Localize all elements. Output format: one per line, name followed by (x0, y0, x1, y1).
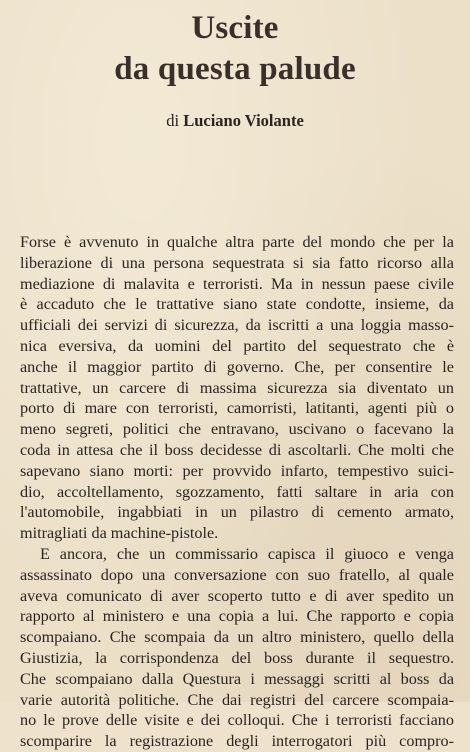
body-line: no le prove delle visite e dei colloqui. Che i terroristi facciano (20, 711, 454, 730)
body-line: scompaiano. Che scompaia da un altro ministero, quello della (20, 628, 454, 647)
body-line: nica eversiva, da uomini del partito del sequestrato che è (20, 336, 454, 355)
body-line: coda in attesa che il boss decidesse di ascoltarli. Che molti che (20, 440, 454, 459)
article-title-line-2: da questa palude (114, 51, 356, 87)
body-line: mitragliati da machine-pistole. (20, 524, 219, 543)
byline-prefix: di (166, 111, 180, 130)
body-line: trattative, un carcere di massima sicurezza sia diventato un (20, 378, 454, 397)
body-line: Che scompaiano dalla Questura i messaggi scritti al boss da (20, 669, 454, 688)
body-line: scomparire la registrazione degli interrogatori più compro- (20, 732, 454, 751)
body-line: aveva comunicato di aver scoperto tutto e di aver spedito un (20, 586, 454, 605)
body-line: è accaduto che le trattative siano state condotte, insieme, da (20, 295, 454, 314)
body-line: ufficiali dei servizi di sicurezza, da iscritti a una loggia masso- (20, 316, 454, 335)
paragraph-1 (20, 232, 454, 544)
article-title-line-1: Uscite (191, 10, 279, 46)
body-line: mediazione di malavita e terroristi. Ma in nessun paese civile (20, 274, 454, 293)
paragraph-2 (20, 544, 454, 752)
body-line: liberazione di una persona sequestrata si sia fatto ricorso alla (20, 253, 454, 272)
byline-author: Luciano Violante (183, 111, 304, 130)
byline (0, 110, 470, 132)
body-line: anche il maggior partito di governo. Che, per consentire le (20, 357, 454, 376)
body-line: E ancora, che un commissario capisca il giuoco e venga (40, 544, 454, 563)
body-line: varie autorità politiche. Che dai registri del carcere scompaia- (20, 690, 454, 709)
body-line: Forse è avvenuto in qualche altra parte del mondo che per la (20, 233, 454, 251)
body-line: assassinato dopo una conversazione con suo fratello, al quale (20, 565, 454, 584)
body-line: l'automobile, ingabbiati in un pilastro di cemento armato, (20, 503, 454, 522)
body-line: sapevano siano morti: per provvido infarto, tempestivo suici- (20, 461, 454, 480)
article-body (20, 232, 454, 752)
body-line: dio, accoltellamento, sgozzamento, fatti saltare in aria con (20, 482, 454, 501)
body-line: porto di mare con terroristi, camorristi, latitanti, agenti più o (20, 399, 454, 418)
body-line: rapporto al ministero e una copia a lui. Che rapporto e copia (20, 607, 454, 626)
body-line: meno segreti, politici che entravano, uscivano o facevano la (20, 420, 454, 439)
body-line: Giustizia, la corrispondenza del boss durante il sequestro. (20, 648, 454, 667)
